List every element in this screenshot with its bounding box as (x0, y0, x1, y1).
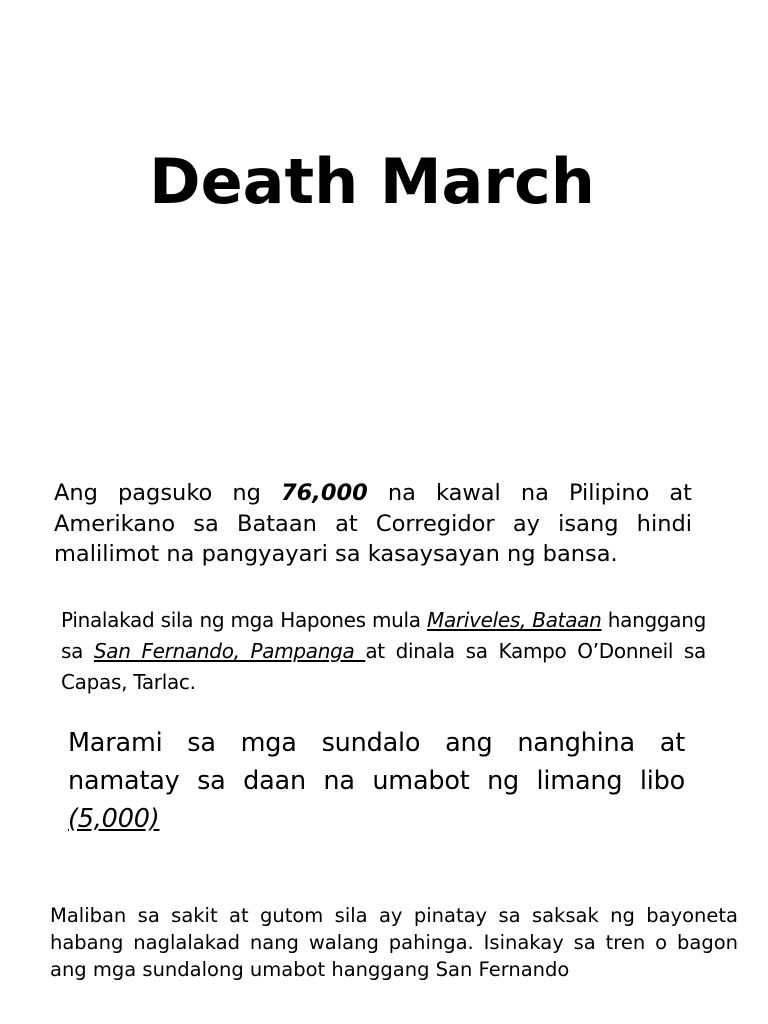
paragraph-casualties (68, 724, 685, 838)
paragraph-surrender-intro: Ang pagsuko ng (54, 480, 281, 506)
paragraph-hardship: Maliban sa sakit at gutom sila ay pinatay sa saksak ng bayoneta habang naglalakad nang walang pahinga. Isinakay sa tren o bagon ang mga sundalong umabot hanggang San Fernando (50, 904, 738, 981)
place-mariveles: Mariveles, Bataan (427, 608, 602, 632)
paragraph-march-middle: hanggang sa (61, 608, 706, 663)
paragraph-casualties-text: Marami sa mga sundalo ang nanghina at namatay sa daan na umabot ng limang libo (68, 728, 685, 796)
soldier-count: 76,000 (280, 480, 368, 506)
paragraph-march-rest: at dinala sa Kampo O’Donneil sa Capas, Tarlac. (61, 639, 707, 694)
paragraph-march-route (61, 605, 706, 698)
page-title: Death March (149, 145, 595, 218)
paragraph-surrender (54, 478, 692, 570)
paragraph-surrender-rest: na kawal na Pilipino at Amerikano sa Bataan at Corregidor ay isang hindi malilimot na pangyayari sa kasaysayan ng bansa. (54, 480, 693, 567)
place-san-fernando: San Fernando, Pampanga (93, 639, 366, 663)
paragraph-march-intro: Pinalakad sila ng mga Hapones mula (61, 608, 427, 632)
casualty-count: (5,000) (68, 804, 160, 834)
